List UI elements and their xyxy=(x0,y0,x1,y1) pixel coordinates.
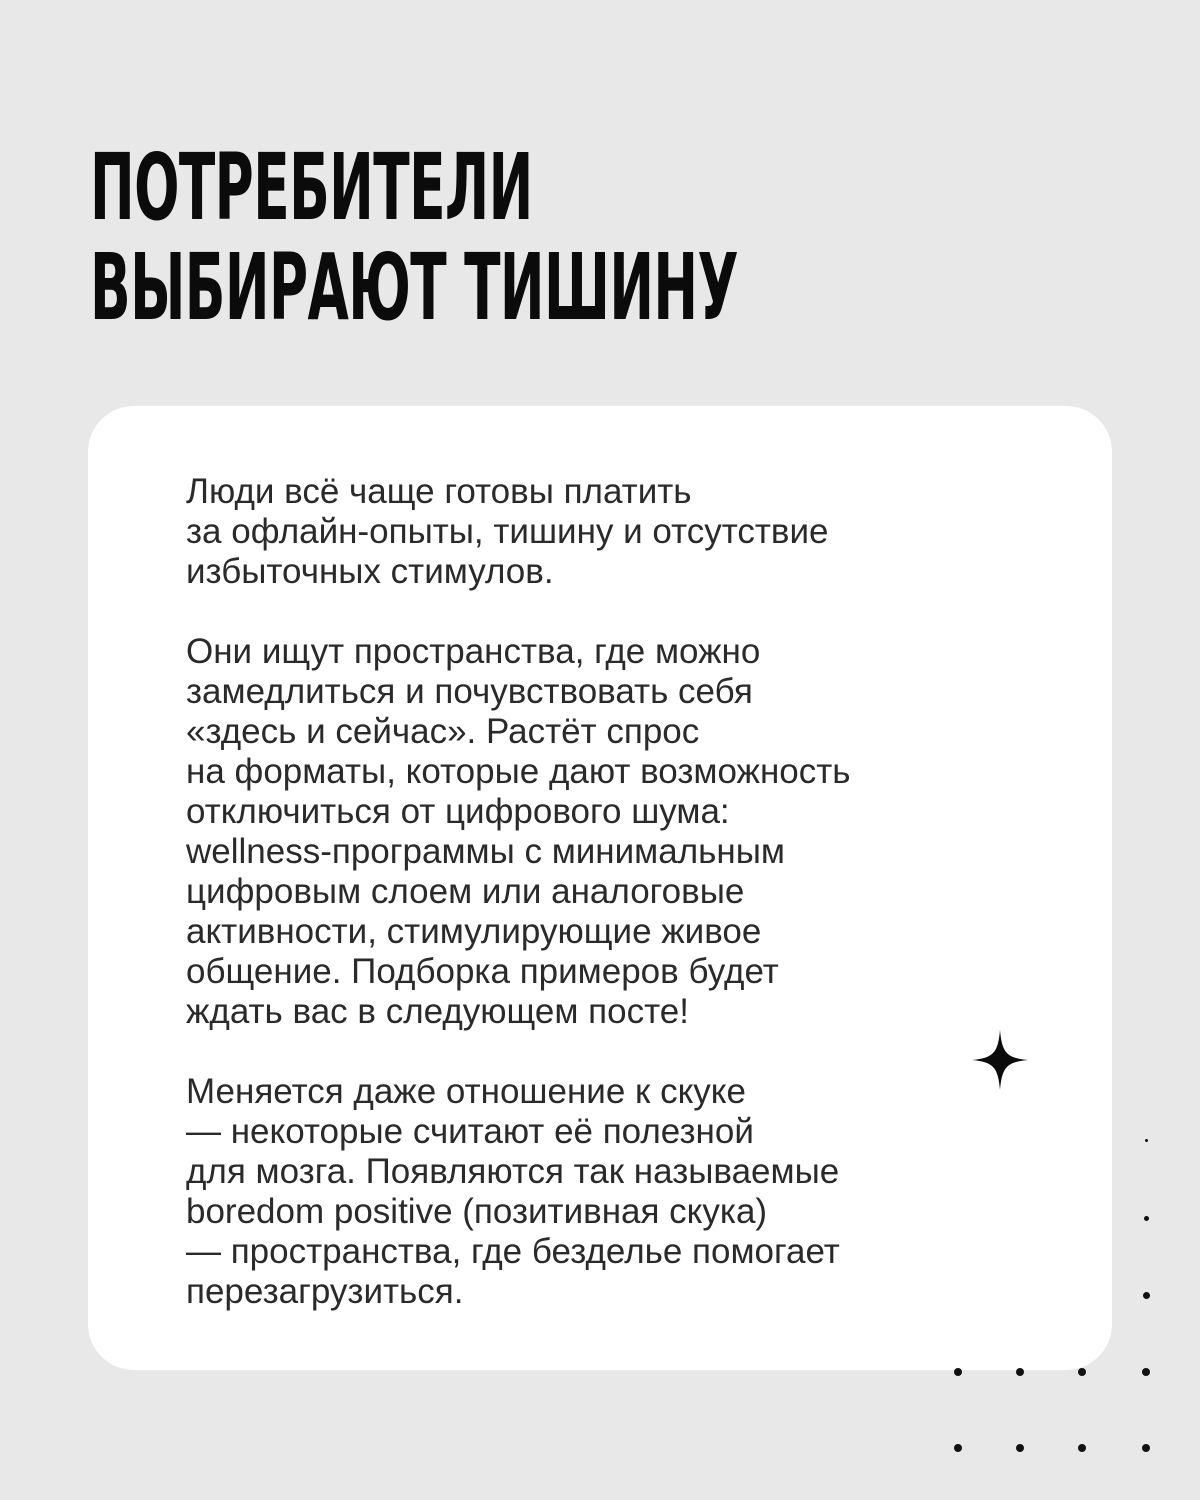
dot-icon xyxy=(1144,1216,1149,1221)
text-line: за офлайн-опыты, тишину и отсутствие xyxy=(186,512,829,551)
dot-icon xyxy=(1016,1444,1024,1452)
dot-icon xyxy=(1142,1368,1150,1376)
text-line: для мозга. Появляются так называемые xyxy=(186,1152,840,1191)
dot-icon xyxy=(1145,1139,1148,1142)
four-point-star-icon xyxy=(972,1030,1028,1090)
dot-icon xyxy=(1078,1368,1086,1376)
dot-icon xyxy=(954,1368,962,1376)
page-title xyxy=(90,134,739,341)
text-line: цифровым слоем или аналоговые xyxy=(186,872,745,911)
text-line: Они ищут пространства, где можно xyxy=(186,632,761,671)
dot-icon xyxy=(954,1444,962,1452)
text-line: ждать вас в следующем посте! xyxy=(186,992,689,1031)
paragraph-boredom-positive xyxy=(186,1072,1046,1312)
dot-icon xyxy=(1016,1368,1024,1376)
text-line: замедлиться и почувствовать себя xyxy=(186,672,753,711)
dot-icon xyxy=(1078,1444,1086,1452)
paragraph-offline-experiences xyxy=(186,472,1046,592)
dot-icon xyxy=(1143,1292,1150,1299)
text-line: активности, стимулирующие живое xyxy=(186,912,762,951)
page-title-line-2: ВЫБИРАЮТ ТИШИНУ xyxy=(90,234,739,341)
text-line: на форматы, которые дают возможность xyxy=(186,752,851,791)
dot-icon xyxy=(1142,1444,1150,1452)
text-line: Люди всё чаще готовы платить xyxy=(186,472,692,511)
text-line: перезагрузиться. xyxy=(186,1272,464,1311)
text-line: wellness-программы с минимальным xyxy=(186,832,785,871)
paragraph-slow-spaces xyxy=(186,632,1046,1032)
text-line: — некоторые считают её полезной xyxy=(186,1112,754,1151)
text-line: избыточных стимулов. xyxy=(186,552,554,591)
card-body-text xyxy=(186,472,1046,1312)
text-line: «здесь и сейчас». Растёт спрос xyxy=(186,712,700,751)
text-line: общение. Подборка примеров будет xyxy=(186,952,779,991)
text-line: boredom positive (позитивная скука) xyxy=(186,1192,768,1231)
page-title-line-1: ПОТРЕБИТЕЛИ xyxy=(90,134,533,241)
text-line: — пространства, где безделье помогает xyxy=(186,1232,840,1271)
text-line: Меняется даже отношение к скуке xyxy=(186,1072,746,1111)
text-line: отключиться от цифрового шума: xyxy=(186,792,730,831)
